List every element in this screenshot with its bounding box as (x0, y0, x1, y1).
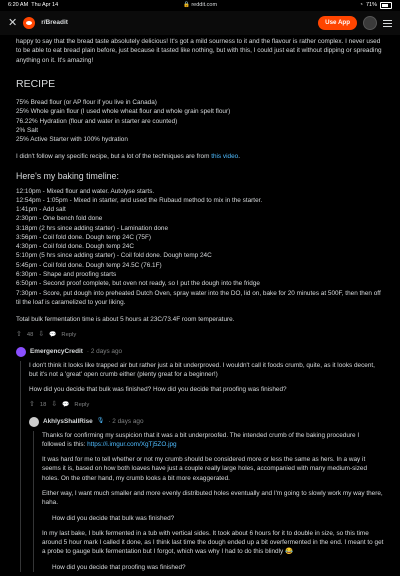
reply-button[interactable]: Reply (74, 402, 90, 409)
technique-note: I didn't follow any specific recipe, but a lot of the techniques are from this video. (16, 153, 240, 161)
downvote-icon[interactable]: ⇩ (38, 331, 45, 339)
timeline-line: 5:45pm - Coil fold done. Dough temp 24.5C (76.1F) (16, 261, 162, 269)
downvote-icon[interactable]: ⇩ (51, 401, 58, 409)
timeline-line-last: 7:30pm - Score, put dough into preheated Dutch Oven, spray water into the DO, lid on, bake for 20 minutes at 500F, then then off til the loaf is caramelized to your liking. (16, 289, 381, 306)
user-avatar-icon[interactable] (363, 16, 377, 30)
timeline-list (16, 187, 384, 289)
comment-text: Thanks for confirming my suspicion that it was a bit underproofed. The intended crumb of the baking procedure I followed is this: https://i.imgur.com/XgTj5ZO.jpg (42, 431, 360, 448)
comment-author[interactable]: AkhlysShallRise (43, 417, 93, 425)
status-time: 6:20 AM Thu Apr 14 (8, 1, 59, 8)
url-bar[interactable]: 🔒 reddit.com (182, 2, 218, 8)
battery-percent: 71% (365, 1, 377, 8)
comment-header (16, 347, 384, 357)
wifi-icon: ◔ (359, 1, 363, 8)
post-intro: happy to say that the bread taste absolutely delicious! It's got a mild sourness to it and the flavour is rather complex. I never used to be able to eat bread plain before, just because it tasted like nothing, but with this, I could just eat it without dipping or spreading anything on it. It's amazing! (16, 38, 382, 64)
timeline-line: 1:41pm - Add salt (16, 206, 66, 214)
subreddit-name[interactable]: r/Breadit (41, 19, 68, 27)
post-actions (16, 330, 384, 340)
comment-time: · 2 days ago (108, 417, 144, 425)
vote-count: 48 (26, 332, 34, 339)
quote-text: How did you decide that proofing was finished? (52, 563, 186, 571)
comment-text: How did you decide that bulk was finished? How did you decide that proofing was finished? (29, 386, 287, 394)
timeline-line: 12:54pm - 1:05pm - Mixed in starter, and used the Rubaud method to mix in the starter. (16, 196, 263, 204)
comment-header (29, 417, 384, 427)
recipe-line: 25% Active Starter with 100% hydration (16, 136, 128, 144)
recipe-line: 2% Salt (16, 126, 39, 134)
comment-time: · 2 days ago (86, 347, 123, 355)
upvote-icon[interactable]: ⇧ (16, 331, 22, 339)
upvote-icon[interactable]: ⇧ (29, 401, 35, 409)
comment-actions (29, 400, 384, 410)
recipe-list (16, 98, 384, 144)
use-app-button[interactable]: Use App (318, 16, 357, 31)
status-bar (0, 0, 400, 11)
avatar[interactable] (16, 347, 26, 357)
op-badge: 🎙 (96, 418, 105, 425)
reply-button[interactable]: Reply (61, 332, 77, 339)
vote-count: 18 (39, 402, 47, 409)
reply-icon[interactable]: 💬 (49, 332, 57, 339)
comment-text: It was hard for me to tell whether or not my crumb should be considered more or less the same as hers. In a way it seems it is, based on how both loaves have just a couple really large holes, accompanied with many medium-sized holes. On the other hand, my crumb looks a bit more exaggerated. (42, 456, 368, 482)
reddit-header (0, 11, 400, 35)
menu-icon[interactable] (383, 20, 392, 27)
timeline-line: 6:30pm - Shape and proofing starts (16, 271, 117, 279)
comment-author[interactable]: EmergencyCredit (30, 347, 83, 355)
recipe-line: 75% Bread flour (or AP flour if you live in Canada) (16, 99, 157, 107)
comment-thread (33, 431, 384, 572)
timeline-line: 4:30pm - Coil fold done. Dough temp 24C (16, 243, 134, 251)
comment-text: In my last bake, I bulk fermented in a tub with vertical sides. It took about 6 hours for it to double in size, so this time around 5 hour mark I called it done, as I think last time the dough ended up a bit overfermented in the end. I meant to get a probe to gauge bulk fermentation but I forgot, which was why I had to do this blindly 😂 (42, 529, 384, 556)
comment-text: Either way, I want much smaller and more evenly distributed holes eventually and I'm going to slowly work my way there, haha. (42, 489, 383, 507)
timeline-line: 3:18pm (2 hrs since adding starter) - Lamination done (16, 224, 169, 232)
close-icon[interactable]: ✕ (8, 16, 18, 29)
post-summary: Total bulk fermentation time is about 5 hours at 23C/73.4F room temperature. (16, 316, 235, 324)
timeline-line: 3:56pm - Coil fold done. Dough temp 24C (75F) (16, 233, 151, 241)
reply-icon[interactable]: 💬 (62, 402, 70, 409)
avatar[interactable] (29, 417, 39, 427)
timeline-line: 5:10pm (5 hrs since adding starter) - Coil fold done. Dough temp 24C (16, 252, 212, 260)
recipe-line: 76.22% Hydration (flour and water in starter are counted) (16, 117, 178, 125)
post-body (0, 37, 400, 572)
timeline-heading: Here's my baking timeline: (16, 170, 119, 181)
video-link[interactable]: this video (211, 153, 239, 161)
timeline-line: 12:10pm - Mixed flour and water. Autolyse starts. (16, 187, 155, 195)
comment-text: I don't think it looks like trapped air but rather just a bit underproved. I wouldn't call it foods crumb, quite, as it looks decent, but it's not a 'great' open crumb either (plenty great for a beginner!) (29, 361, 375, 378)
recipe-heading: RECIPE (16, 77, 56, 90)
timeline-line: 6:50pm - Second proof complete, but oven not ready, so I put the dough into the fridge (16, 280, 260, 288)
comment-thread (20, 361, 384, 572)
crumb-image-link[interactable]: https://i.imgur.com/XgTj5ZO.jpg (87, 440, 177, 448)
quote-text: How did you decide that bulk was finished? (52, 514, 175, 522)
recipe-line: 25% Whole grain flour (I used whole wheat flour and whole grain spelt flour) (16, 108, 231, 116)
reddit-logo-icon[interactable] (23, 17, 35, 29)
battery-icon (380, 2, 392, 9)
timeline-line: 2:30pm - One bench fold done (16, 215, 103, 223)
